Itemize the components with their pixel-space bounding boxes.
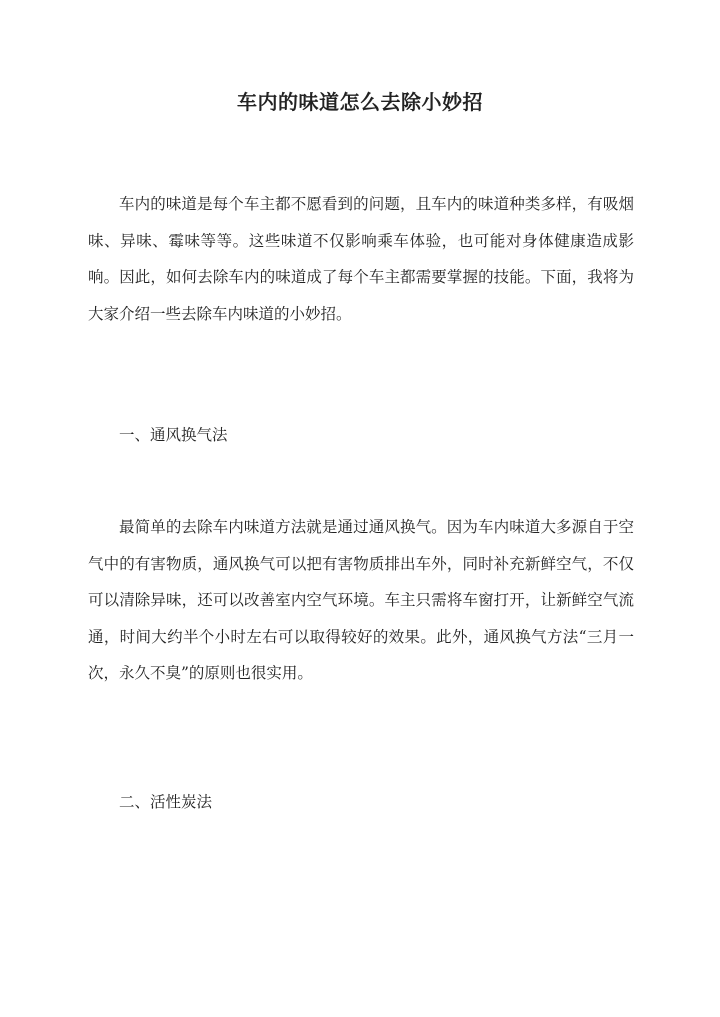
document-title: 车内的味道怎么去除小妙招 [237, 90, 483, 114]
section-heading-activated-carbon: 二、活性炭法 [119, 793, 213, 811]
section-body-ventilation: 最简单的去除车内味道方法就是通过通风换气。因为车内味道大多源自于空气中的有害物质，通风换气可以把有害物质排出车外，同时补充新鲜空气，不仅可以清除异味，还可以改善室内空气环境。车主只需将车窗打开，让新鲜空气流通，时间大约半个小时左右可以取得较好的效果。此外，通风换气方法“三月一次，永久不臭”的原则也很实用。 [88, 518, 634, 682]
intro-paragraph: 车内的味道是每个车主都不愿看到的问题，且车内的味道种类多样，有吸烟味、异味、霉味等等。这些味道不仅影响乘车体验，也可能对身体健康造成影响。因此，如何去除车内的味道成了每个车主都需要掌握的技能。下面，我将为大家介绍一些去除车内味道的小妙招。 [88, 195, 634, 323]
section-heading-ventilation: 一、通风换气法 [119, 426, 228, 444]
